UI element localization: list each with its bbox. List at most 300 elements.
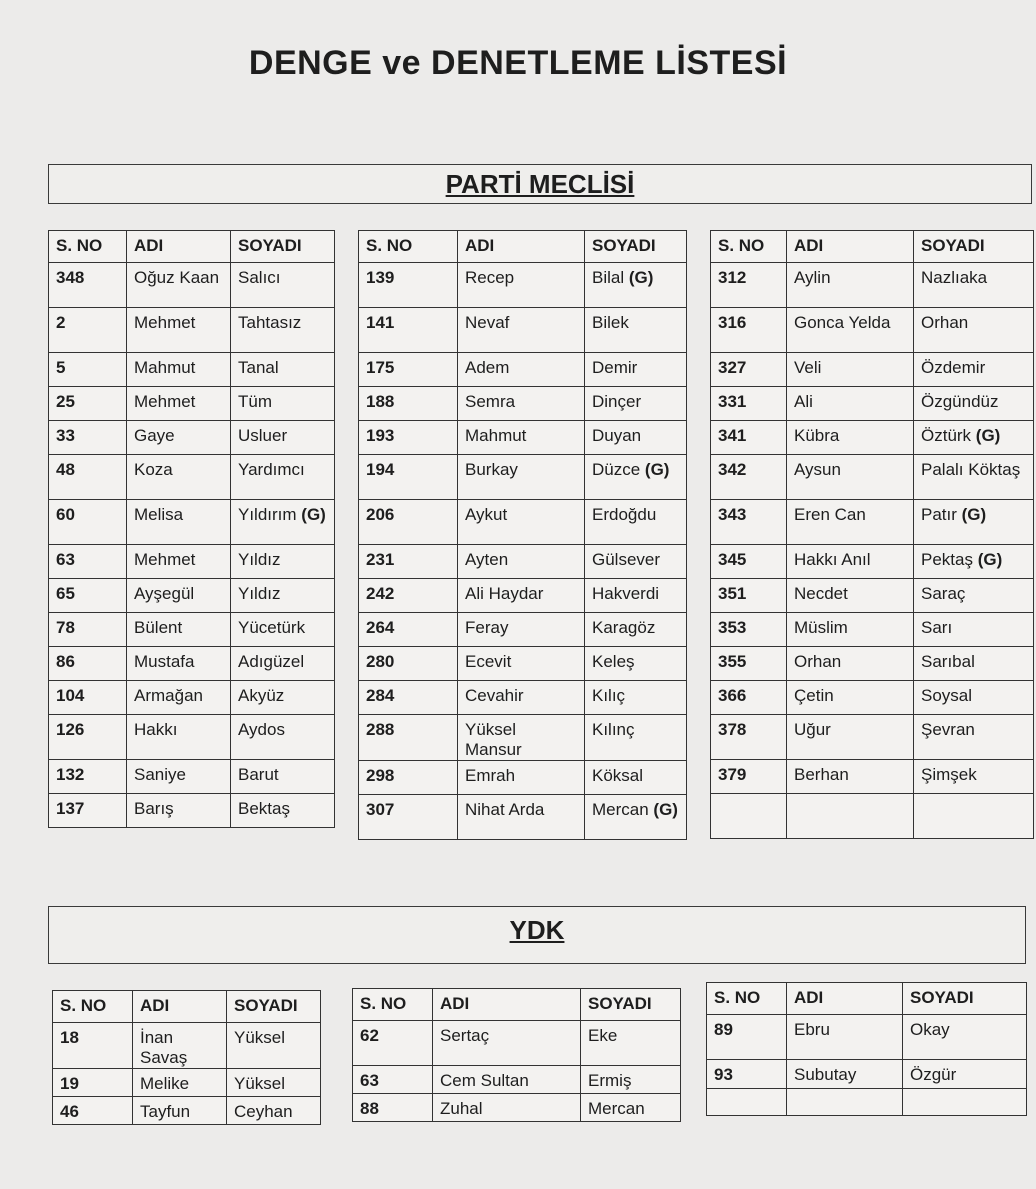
member-surname-cell [231,715,335,760]
member-surname-cell [585,579,687,613]
member-name: Nevaf [458,308,585,353]
member-surname: Okay [910,1020,950,1039]
member-number: 5 [49,353,127,387]
member-surname-cell [585,795,687,840]
table-row [359,500,687,545]
table-row [49,579,335,613]
column-header-no: S. NO [359,231,458,263]
table-row [49,387,335,421]
table-header-row [53,991,321,1023]
member-name: Saniye [127,760,231,794]
member-number: 312 [711,263,787,308]
member-surname: Eke [588,1026,618,1045]
table-row [49,545,335,579]
member-surname: Akyüz [238,686,285,705]
member-name: Feray [458,613,585,647]
member-surname: Yüksel [234,1074,286,1093]
g-marker: (G) [961,505,987,524]
table-row [711,545,1034,579]
member-surname: Usluer [238,426,288,445]
member-surname-cell [585,647,687,681]
member-surname-cell [231,545,335,579]
member-name: Ecevit [458,647,585,681]
member-name: Kübra [787,421,914,455]
member-number: 307 [359,795,458,840]
member-surname-cell [914,263,1034,308]
column-header-no: S. NO [353,989,433,1021]
table-header-row [707,983,1027,1015]
column-header-name: ADI [787,983,903,1015]
section-title: YDK [509,915,565,945]
table-row [359,681,687,715]
member-surname: Özgür [910,1065,957,1084]
member-surname-cell [585,308,687,353]
member-surname-cell [914,760,1034,794]
member-name: Tayfun [133,1097,227,1125]
member-name: Uğur [787,715,914,760]
section-header-parti-meclisi [48,164,1032,204]
table-row [707,1015,1027,1060]
member-surname-cell [914,715,1034,760]
member-surname: Tanal [238,358,279,377]
column-header-name: ADI [433,989,581,1021]
table-row [359,308,687,353]
member-number: 86 [49,647,127,681]
member-name: Emrah [458,761,585,795]
member-surname-cell [231,794,335,828]
member-number: 89 [707,1015,787,1060]
member-number: 194 [359,455,458,500]
member-surname: Saraç [921,584,966,603]
member-number: 345 [711,545,787,579]
table-row [49,421,335,455]
member-name: Armağan [127,681,231,715]
member-name: Gaye [127,421,231,455]
section-title: PARTİ MECLİSİ [445,169,635,199]
member-name: Ayten [458,545,585,579]
member-name: Bülent [127,613,231,647]
member-name: Cem Sultan [433,1066,581,1094]
member-number: 19 [53,1069,133,1097]
member-name: Mehmet [127,308,231,353]
member-surname: Bilal [592,268,625,287]
column-header-surname: SOYADI [914,231,1034,263]
member-surname: Erdoğdu [592,505,657,524]
member-number: 139 [359,263,458,308]
table-row [359,715,687,761]
member-surname-cell [231,500,335,545]
table-row [53,1069,321,1097]
table-row [359,579,687,613]
member-surname-cell [585,353,687,387]
member-number: 353 [711,613,787,647]
member-surname-cell [227,1023,321,1069]
member-surname: Keleş [592,652,635,671]
member-number: 327 [711,353,787,387]
member-name: Hakkı [127,715,231,760]
member-surname: Duyan [592,426,642,445]
column-header-name: ADI [127,231,231,263]
table-row [49,353,335,387]
member-surname: Adıgüzel [238,652,305,671]
member-name: Nihat Arda [458,795,585,840]
member-number: 62 [353,1021,433,1066]
member-surname: Yücetürk [238,618,306,637]
member-surname: Yıldırım [238,505,297,524]
table-row [49,455,335,500]
table-row [49,500,335,545]
column-header-surname: SOYADI [227,991,321,1023]
member-surname: Şevran [921,720,975,739]
table-row [711,500,1034,545]
member-surname-cell [227,1069,321,1097]
member-surname: Tüm [238,392,272,411]
member-surname: Patır [921,505,957,524]
member-surname: Dinçer [592,392,642,411]
member-surname: Nazlıaka [921,268,988,287]
member-name: Aylin [787,263,914,308]
member-name: Subutay [787,1060,903,1089]
member-surname-cell [914,794,1034,839]
member-name: Müslim [787,613,914,647]
member-surname: Yüksel [234,1028,286,1047]
member-surname: Kılıç [592,686,626,705]
member-surname: Yardımcı [238,460,305,479]
member-surname-cell [914,421,1034,455]
member-number: 331 [711,387,787,421]
table-row [359,647,687,681]
member-name: Ayşegül [127,579,231,613]
g-marker: (G) [975,426,1001,445]
column-header-surname: SOYADI [231,231,335,263]
member-surname: Palalı Köktaş [921,460,1021,479]
member-number: 93 [707,1060,787,1089]
member-surname-cell [231,760,335,794]
member-number: 348 [49,263,127,308]
member-name: Çetin [787,681,914,715]
section-header-ydk [48,906,1026,964]
member-surname-cell [585,421,687,455]
member-name: Cevahir [458,681,585,715]
g-marker: (G) [628,268,654,287]
member-surname-cell [581,1094,681,1122]
member-surname-cell [231,421,335,455]
member-name: Sertaç [433,1021,581,1066]
member-surname: Aydos [238,720,285,739]
member-surname-cell [903,1060,1027,1089]
member-number: 355 [711,647,787,681]
member-surname-cell [914,308,1034,353]
table-row [49,308,335,353]
column-header-surname: SOYADI [903,983,1027,1015]
table-row [53,1097,321,1125]
member-name: Mehmet [127,545,231,579]
column-header-name: ADI [133,991,227,1023]
member-number: 126 [49,715,127,760]
member-name: Recep [458,263,585,308]
member-name: Ebru [787,1015,903,1060]
member-surname-cell [231,681,335,715]
member-surname: Özdemir [921,358,986,377]
member-number: 342 [711,455,787,500]
member-number: 366 [711,681,787,715]
table-row [49,760,335,794]
member-number: 379 [711,760,787,794]
member-name: Barış [127,794,231,828]
member-number: 46 [53,1097,133,1125]
member-number: 288 [359,715,458,761]
member-number: 264 [359,613,458,647]
member-surname-cell [585,613,687,647]
table-row [359,545,687,579]
member-surname-cell [231,613,335,647]
member-name: Hakkı Anıl [787,545,914,579]
member-surname: Soysal [921,686,973,705]
member-surname-cell [585,545,687,579]
member-surname: Orhan [921,313,969,332]
member-surname: Kılınç [592,720,635,739]
table-row [49,613,335,647]
member-name: Orhan [787,647,914,681]
member-name: Mahmut [127,353,231,387]
table-row [359,387,687,421]
column-header-no: S. NO [711,231,787,263]
table-row [359,263,687,308]
member-surname: Düzce [592,460,641,479]
table-row [711,681,1034,715]
member-number: 188 [359,387,458,421]
member-name: Aysun [787,455,914,500]
member-name [787,1089,903,1116]
member-surname-cell [231,455,335,500]
member-surname: Yıldız [238,584,281,603]
table-row [359,613,687,647]
table-row [711,421,1034,455]
table-header-row [359,231,687,263]
table-header-row [353,989,681,1021]
member-surname-cell [585,263,687,308]
member-name: Melisa [127,500,231,545]
column-header-name: ADI [458,231,585,263]
member-surname: Özgündüz [921,392,999,411]
member-surname-cell [231,387,335,421]
member-number: 65 [49,579,127,613]
table-row [711,387,1034,421]
member-table [706,982,1027,1116]
member-surname: Bektaş [238,799,290,818]
member-surname-cell [914,613,1034,647]
member-surname-cell [227,1097,321,1125]
g-marker: (G) [644,460,670,479]
member-name: Oğuz Kaan [127,263,231,308]
member-name: Mustafa [127,647,231,681]
member-number: 343 [711,500,787,545]
member-name: Melike [133,1069,227,1097]
member-surname-cell [914,387,1034,421]
table-row [711,794,1034,839]
g-marker: (G) [653,800,678,819]
member-number [711,794,787,839]
table-row [711,715,1034,760]
member-number: 242 [359,579,458,613]
table-row [49,681,335,715]
table-row [359,421,687,455]
member-name: İnan Savaş [133,1023,227,1069]
member-surname-cell [231,579,335,613]
member-surname-cell [231,353,335,387]
column-header-no: S. NO [53,991,133,1023]
member-name: Adem [458,353,585,387]
member-surname-cell [914,647,1034,681]
column-header-no: S. NO [707,983,787,1015]
member-name: Burkay [458,455,585,500]
member-surname: Pektaş [921,550,973,569]
member-name: Gonca Yelda [787,308,914,353]
column-header-surname: SOYADI [585,231,687,263]
table-row [711,647,1034,681]
member-surname: Şimşek [921,765,977,784]
member-surname: Mercan [592,800,649,819]
member-number: 63 [353,1066,433,1094]
member-name: Eren Can [787,500,914,545]
table-row [359,761,687,795]
table-row [711,760,1034,794]
member-number: 63 [49,545,127,579]
table-row [49,794,335,828]
member-number: 316 [711,308,787,353]
table-row [353,1094,681,1122]
member-surname: Sarıbal [921,652,975,671]
member-surname: Köksal [592,766,644,785]
table-row [707,1089,1027,1116]
member-number: 231 [359,545,458,579]
member-table [358,230,687,840]
member-name: Ali Haydar [458,579,585,613]
member-name: Zuhal [433,1094,581,1122]
member-surname-cell [585,387,687,421]
member-surname-cell [585,455,687,500]
table-row [359,353,687,387]
table-row [49,647,335,681]
member-number: 284 [359,681,458,715]
member-surname-cell [585,681,687,715]
member-surname: Yıldız [238,550,281,569]
member-name [787,794,914,839]
member-surname-cell [231,308,335,353]
member-name: Aykut [458,500,585,545]
member-number: 104 [49,681,127,715]
member-table [352,988,681,1122]
member-surname-cell [914,579,1034,613]
member-number: 132 [49,760,127,794]
g-marker: (G) [977,550,1003,569]
member-surname: Sarı [921,618,953,637]
member-name: Mahmut [458,421,585,455]
member-surname: Gülsever [592,550,661,569]
member-name: Koza [127,455,231,500]
table-row [359,795,687,840]
member-name: Yüksel Mansur [458,715,585,761]
member-number: 48 [49,455,127,500]
member-name: Necdet [787,579,914,613]
member-number: 298 [359,761,458,795]
member-name: Ali [787,387,914,421]
member-surname-cell [914,500,1034,545]
member-name: Semra [458,387,585,421]
member-surname-cell [585,715,687,761]
member-surname-cell [231,647,335,681]
member-surname: Ceyhan [234,1102,293,1121]
member-surname-cell [903,1015,1027,1060]
member-surname: Tahtasız [238,313,302,332]
table-row [49,715,335,760]
table-row [711,263,1034,308]
member-number: 351 [711,579,787,613]
table-row [359,455,687,500]
member-number: 2 [49,308,127,353]
page-title: DENGE ve DENETLEME LİSTESİ [248,44,788,82]
member-surname: Bilek [592,313,629,332]
member-name: Veli [787,353,914,387]
member-number: 33 [49,421,127,455]
member-surname-cell [585,500,687,545]
member-surname: Mercan [588,1099,645,1118]
member-number: 25 [49,387,127,421]
member-surname-cell [581,1066,681,1094]
table-row [353,1066,681,1094]
member-number: 88 [353,1094,433,1122]
member-surname-cell [914,455,1034,500]
member-number: 78 [49,613,127,647]
member-number: 175 [359,353,458,387]
member-table [52,990,321,1125]
table-row [711,353,1034,387]
table-row [353,1021,681,1066]
table-header-row [711,231,1034,263]
member-surname: Öztürk [921,426,972,445]
g-marker: (G) [301,505,326,524]
member-number: 141 [359,308,458,353]
table-row [711,613,1034,647]
member-surname-cell [581,1021,681,1066]
member-surname-cell [903,1089,1027,1116]
member-surname: Ermiş [588,1071,632,1090]
member-name: Berhan [787,760,914,794]
member-surname: Salıcı [238,268,281,287]
member-number: 206 [359,500,458,545]
member-surname-cell [585,761,687,795]
member-name: Mehmet [127,387,231,421]
table-row [711,308,1034,353]
member-number: 341 [711,421,787,455]
member-surname: Hakverdi [592,584,660,603]
member-surname-cell [231,263,335,308]
member-surname: Karagöz [592,618,656,637]
table-row [53,1023,321,1069]
member-number [707,1089,787,1116]
member-number: 193 [359,421,458,455]
member-surname: Barut [238,765,279,784]
table-row [711,579,1034,613]
column-header-name: ADI [787,231,914,263]
member-number: 137 [49,794,127,828]
member-number: 18 [53,1023,133,1069]
table-header-row [49,231,335,263]
member-number: 378 [711,715,787,760]
member-surname: Demir [592,358,638,377]
table-row [707,1060,1027,1089]
member-surname-cell [914,545,1034,579]
